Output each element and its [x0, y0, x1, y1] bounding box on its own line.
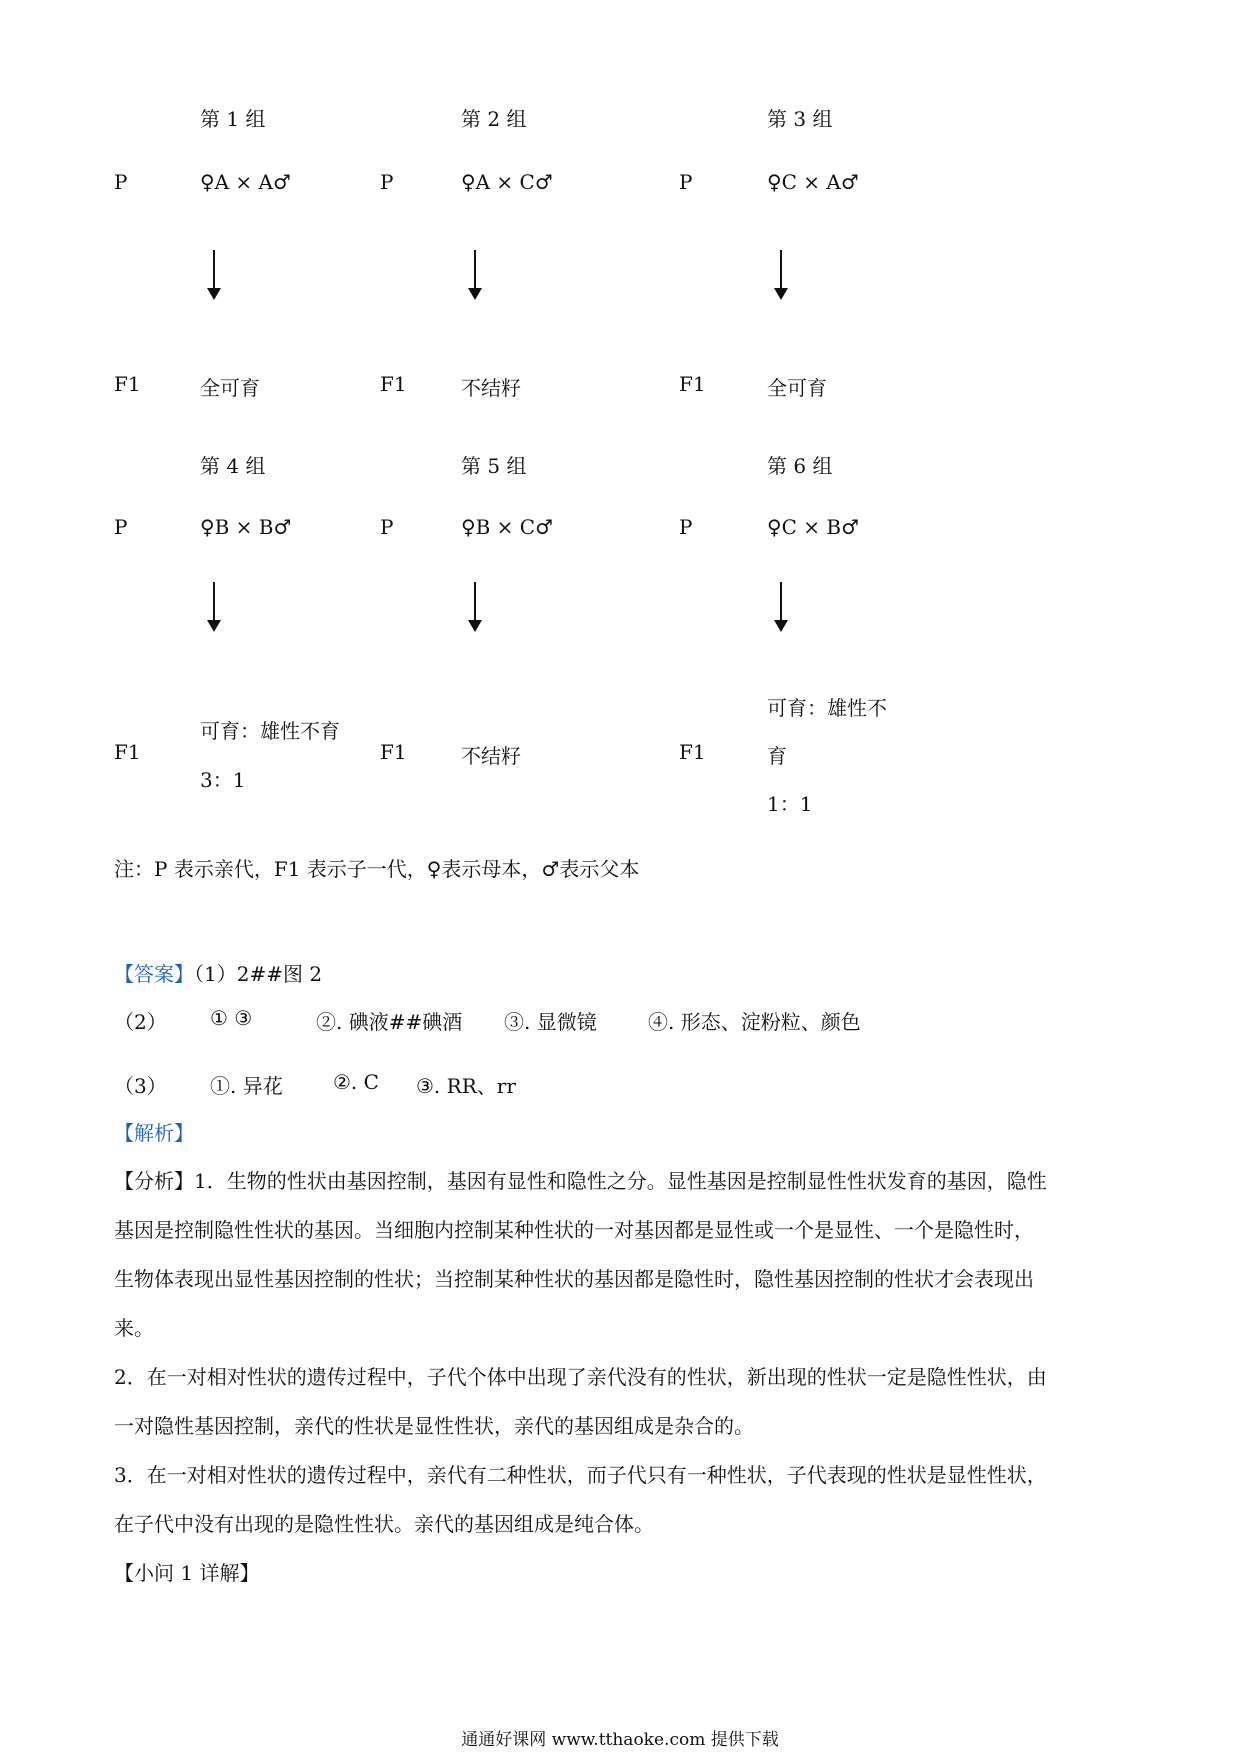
answer-q3-a1: ①. 异花 [210, 1074, 283, 1098]
answer-q3-a3: ③. RR、rr [416, 1074, 516, 1098]
parents-cross: ♀A × A♂ [200, 170, 291, 194]
analysis-line: 2．在一对相对性状的遗传过程中，子代个体中出现了亲代没有的性状，新出现的性状一定是隐性性状，由 [114, 1365, 1047, 1389]
answer-q3-num: （3） [114, 1074, 167, 1098]
f1-result: 可育：雄性不 [767, 696, 887, 720]
parents-cross: ♀C × B♂ [767, 515, 860, 539]
analysis-line: 在子代中没有出现的是隐性性状。亲代的基因组成是纯合体。 [114, 1512, 654, 1536]
answer-q2-num: （2） [114, 1010, 167, 1034]
f1-ratio: 3：1 [200, 768, 246, 792]
analysis-line: 来。 [114, 1316, 154, 1340]
f1-result: 不结籽 [461, 744, 521, 768]
p-label: P [380, 170, 394, 194]
f1-result: 育 [767, 744, 787, 768]
p-label: P [114, 170, 128, 194]
answer-q2-a3: ③. 显微镜 [504, 1010, 597, 1034]
subquestion-heading: 【小问 1 详解】 [114, 1561, 260, 1585]
answer-label: 【答案】 [114, 962, 194, 986]
f1-label: F1 [114, 740, 141, 764]
page-footer: 通通好课网 www.tthaoke.com 提供下载 [461, 1730, 779, 1750]
group-title: 第 3 组 [767, 107, 833, 131]
analysis-line: 3．在一对相对性状的遗传过程中，亲代有二种性状，而子代只有一种性状，子代表现的性状是显性性状， [114, 1463, 1047, 1487]
analysis-line: 基因是控制隐性性状的基因。当细胞内控制某种性状的一对基因都是显性或一个是显性、一个是隐性时， [114, 1218, 1034, 1242]
f1-result: 全可育 [767, 376, 827, 400]
down-arrow-icon [207, 582, 221, 632]
analysis-line: 生物体表现出显性基因控制的性状；当控制某种性状的基因都是隐性时，隐性基因控制的性状才会表现出 [114, 1267, 1034, 1291]
p-label: P [114, 515, 128, 539]
f1-result: 不结籽 [461, 376, 521, 400]
group-title: 第 5 组 [461, 454, 527, 478]
group-title: 第 6 组 [767, 454, 833, 478]
group-title: 第 1 组 [200, 107, 266, 131]
f1-label: F1 [114, 372, 141, 396]
p-label: P [679, 515, 693, 539]
f1-label: F1 [380, 372, 407, 396]
down-arrow-icon [207, 250, 221, 300]
f1-label: F1 [679, 740, 706, 764]
f1-label: F1 [380, 740, 407, 764]
answer-q2-a4: ④. 形态、淀粉粒、颜色 [648, 1010, 861, 1034]
group-title: 第 2 组 [461, 107, 527, 131]
answer-q3-a2: ②. C [333, 1070, 379, 1094]
down-arrow-icon [774, 582, 788, 632]
analysis-line: 【分析】1．生物的性状由基因控制，基因有显性和隐性之分。显性基因是控制显性性状发育的基因，隐性 [114, 1169, 1047, 1193]
analysis-line: 一对隐性基因控制，亲代的性状是显性性状，亲代的基因组成是杂合的。 [114, 1414, 754, 1438]
parents-cross: ♀B × C♂ [461, 515, 554, 539]
p-label: P [380, 515, 394, 539]
answer-line-1 [114, 958, 322, 987]
diagram-note: 注：P 表示亲代，F1 表示子一代，♀表示母本，♂表示父本 [114, 857, 640, 881]
down-arrow-icon [468, 250, 482, 300]
down-arrow-icon [468, 582, 482, 632]
answer-q1: （1）2##图 2 [194, 962, 323, 986]
answer-q2-a1: ① ③ [210, 1006, 253, 1030]
analysis-label: 【解析】 [114, 1121, 194, 1145]
parents-cross: ♀A × C♂ [461, 170, 553, 194]
group-title: 第 4 组 [200, 454, 266, 478]
parents-cross: ♀B × B♂ [200, 515, 292, 539]
f1-result: 可育：雄性不育 [200, 719, 340, 743]
f1-ratio: 1：1 [767, 792, 813, 816]
parents-cross: ♀C × A♂ [767, 170, 859, 194]
p-label: P [679, 170, 693, 194]
f1-label: F1 [679, 372, 706, 396]
f1-result: 全可育 [200, 376, 260, 400]
down-arrow-icon [774, 250, 788, 300]
answer-q2-a2: ②. 碘液##碘酒 [316, 1010, 463, 1034]
